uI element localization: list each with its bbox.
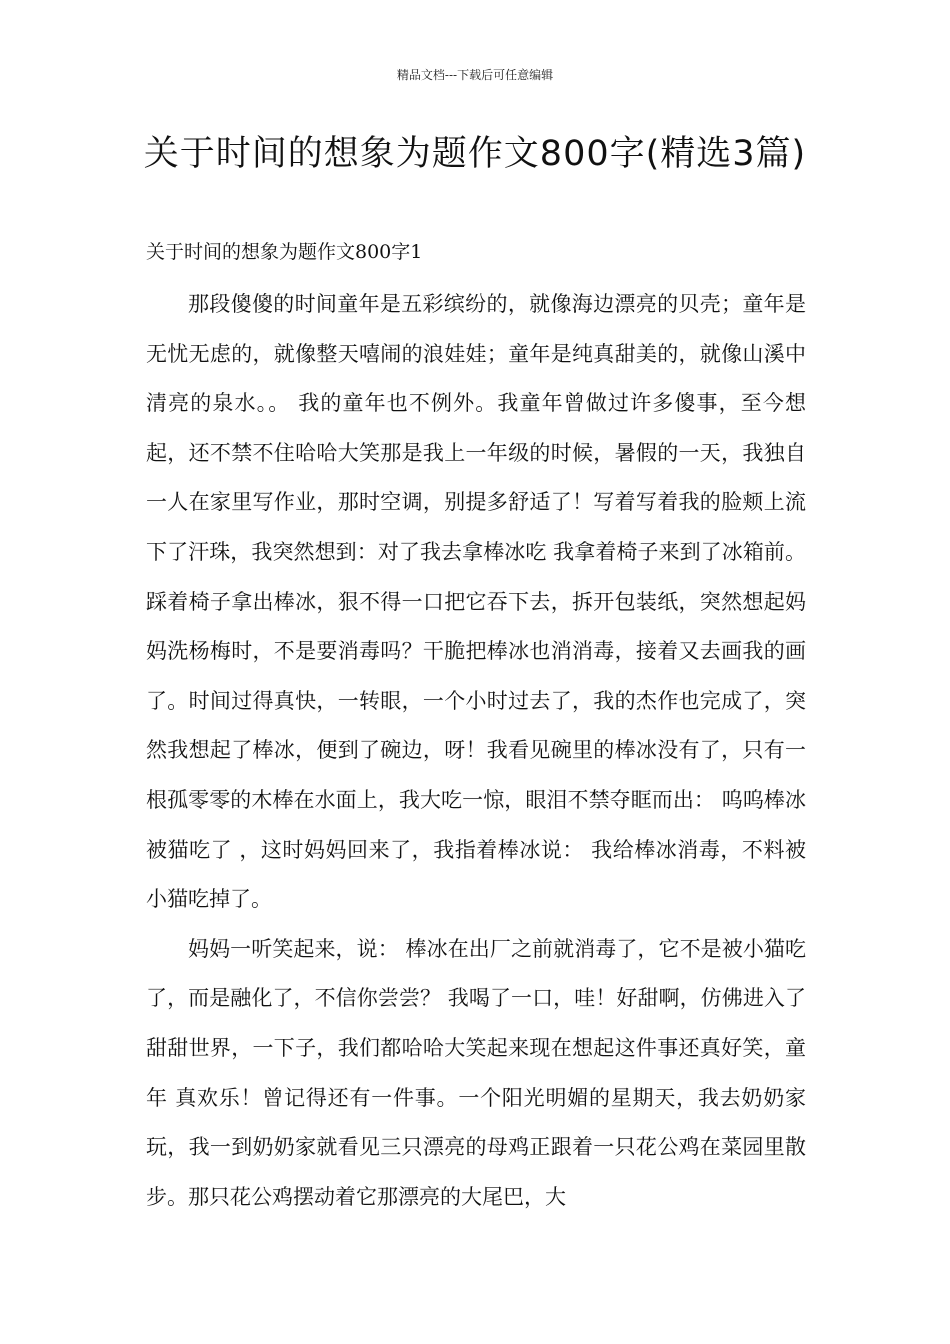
document-title: 关于时间的想象为题作文800字(精选3篇) <box>143 134 807 174</box>
article-body <box>146 280 806 1222</box>
page-header: 精品文档---下载后可任意编辑 <box>396 68 554 82</box>
paragraph: 那段傻傻的时间童年是五彩缤纷的，就像海边漂亮的贝壳；童年是无忧无虑的，就像整天嘻闹的浪娃娃；童年是纯真甜美的，就像山溪中清亮的泉水。。 我的童年也不例外。我童年曾做过许多傻事，至今想起，还不禁不住哈哈大笑那是我上一年级的时候，暑假的一天，我独自一人在家里写作业，那时空调，别提多舒适了！写着写着我的脸颊上流下了汗珠，我突然想到：对了我去拿棒冰吃 我拿着椅子来到了冰箱前。踩着椅子拿出棒冰，狠不得一口把它吞下去，拆开包装纸，突然想起妈妈洗杨梅时，不是要消毒吗？干脆把棒冰也消消毒，接着又去画我的画了。时间过得真快，一转眼，一个小时过去了，我的杰作也完成了，突然我想起了棒冰，便到了碗边，呀！我看见碗里的棒冰没有了，只有一根孤零零的木棒在水面上，我大吃一惊，眼泪不禁夺眶而出： 呜呜棒冰被猫吃了 ，这时妈妈回来了，我指着棒冰说： 我给棒冰消毒，不料被小猫吃掉了。 <box>146 292 806 912</box>
section-title: 关于时间的想象为题作文800字1 <box>146 241 423 263</box>
paragraph: 妈妈一听笑起来，说： 棒冰在出厂之前就消毒了，它不是被小猫吃了，而是融化了，不信你尝尝？ 我喝了一口，哇！好甜啊，仿佛进入了甜甜世界，一下子，我们都哈哈大笑起来现在想起这件事还真好笑，童年 真欢乐！曾记得还有一件事。一个阳光明媚的星期天，我去奶奶家玩，我一到奶奶家就看见三只漂亮的母鸡正跟着一只花公鸡在菜园里散步。那只花公鸡摆动着它那漂亮的大尾巴，大 <box>146 936 806 1209</box>
